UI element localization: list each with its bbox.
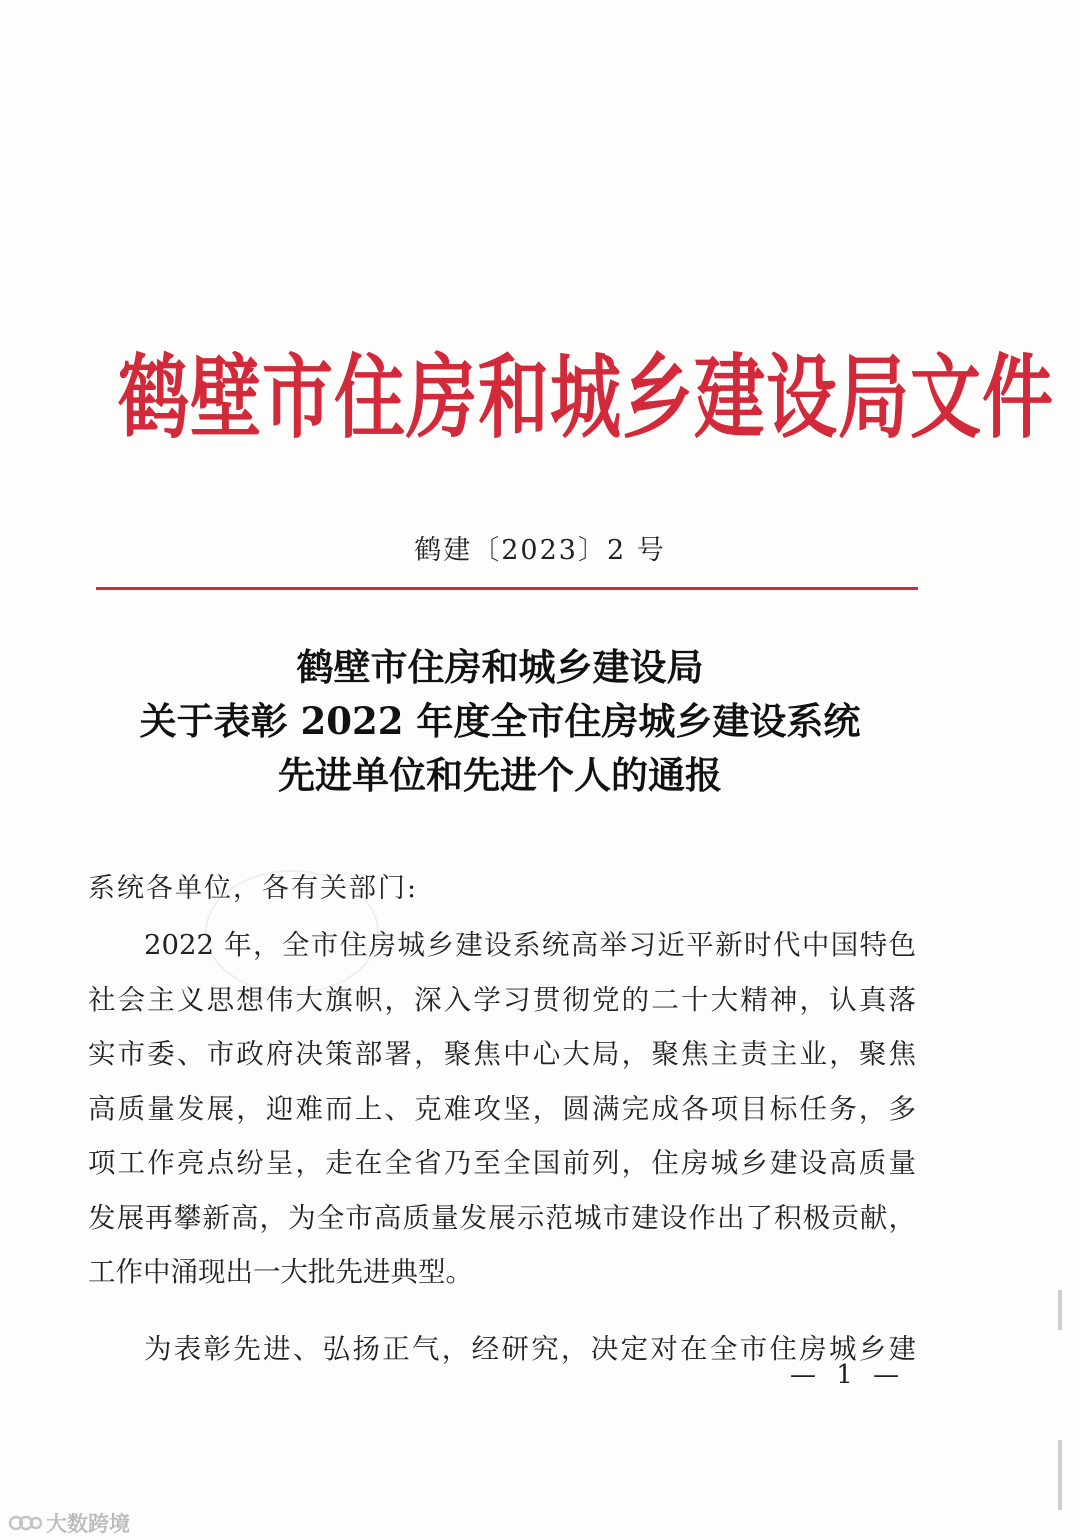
document-number: 鹤建〔2023〕2 号	[414, 535, 666, 566]
paragraph-1-line: 2022 年，全市住房城乡建设系统高举习近平新时代中国特色	[144, 929, 916, 961]
paragraph-1	[88, 918, 916, 1300]
paragraph-1-line: 工作中涌现出一大批先进典型。	[88, 1256, 473, 1288]
red-divider-rule	[96, 587, 918, 590]
logo-icon	[8, 1512, 42, 1534]
notice-title-line-2: 关于表彰 2022 年度全市住房城乡建设系统	[139, 699, 861, 743]
paragraph-2-line: 为表彰先进、弘扬正气，经研究，决定对在全市住房城乡建	[144, 1332, 916, 1365]
watermark-text: 大数跨境	[46, 1512, 130, 1536]
body-text	[88, 918, 916, 1376]
scan-speckle	[1058, 1440, 1062, 1510]
notice-title-line-1: 鹤壁市住房和城乡建设局	[296, 645, 704, 689]
notice-title	[0, 640, 1000, 802]
notice-title-line-3: 先进单位和先进个人的通报	[278, 753, 722, 797]
paragraph-1-line: 高质量发展，迎难而上、克难攻坚，圆满完成各项目标任务，多	[88, 1092, 916, 1125]
paragraph-1-line: 发展再攀新高，为全市高质量发展示范城市建设作出了积极贡献，	[88, 1201, 916, 1234]
addressee-line: 系统各单位，各有关部门:	[88, 873, 419, 904]
page-number: — 1 —	[790, 1360, 906, 1390]
scan-speckle	[1058, 1290, 1062, 1330]
paragraph-1-line: 项工作亮点纷呈，走在全省乃至全国前列，住房城乡建设高质量	[88, 1147, 916, 1179]
paragraph-1-line: 社会主义思想伟大旗帜，深入学习贯彻党的二十大精神，认真落	[88, 983, 916, 1016]
watermark	[8, 1508, 130, 1538]
document-header-title: 鹤壁市住房和城乡建设局文件	[118, 344, 1055, 451]
paragraph-1-line: 实市委、市政府决策部署，聚焦中心大局，聚焦主责主业，聚焦	[88, 1038, 916, 1070]
